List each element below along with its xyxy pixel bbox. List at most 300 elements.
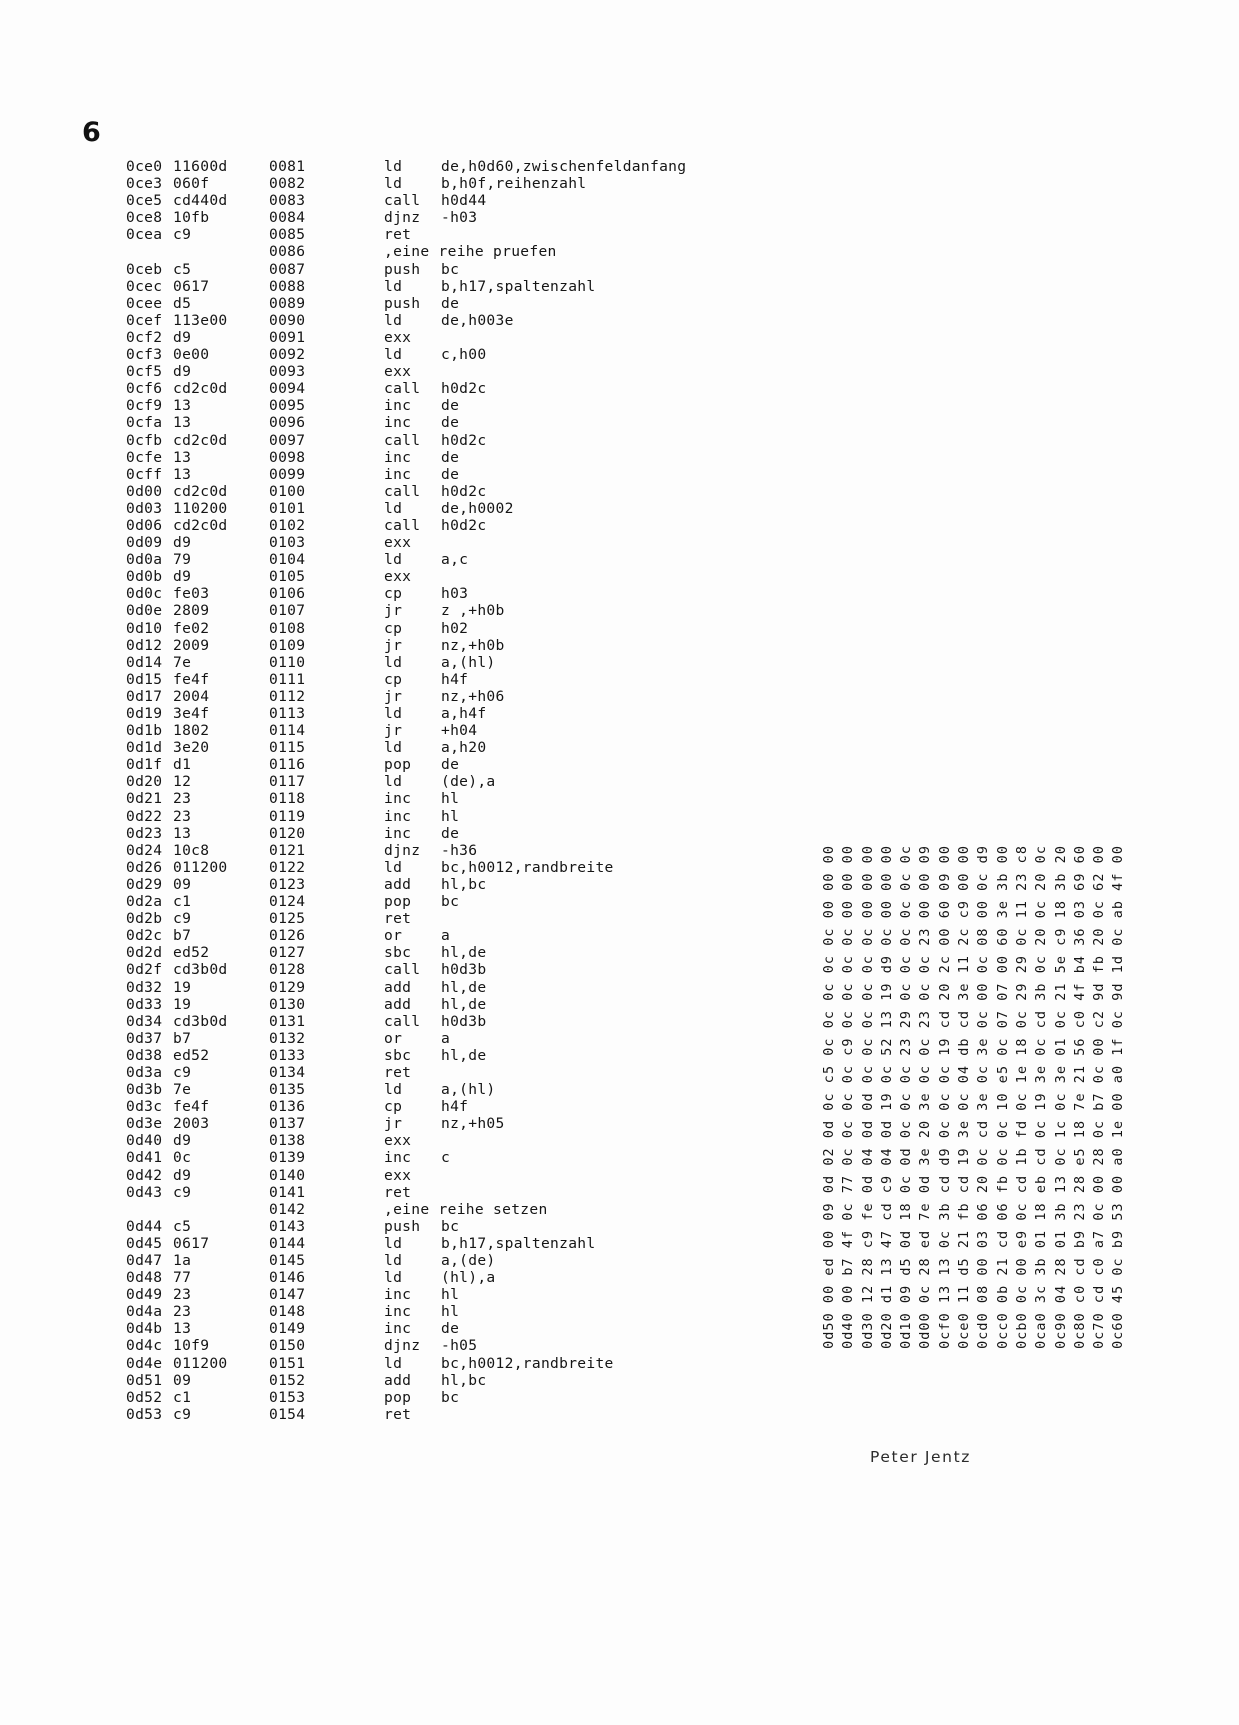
hexdump-line: 0d50 00 ed 00 09 0d 02 0d 0c c5 0c 0c 0c 0c 0c 00 00 00 — [822, 845, 837, 1349]
listing-row — [126, 1167, 766, 1184]
listing-bytes: fe4f — [173, 670, 210, 688]
listing-row — [126, 602, 766, 619]
listing-line-number: 0094 — [269, 380, 306, 398]
listing-mnemonic: pop — [384, 893, 412, 911]
listing-row — [126, 705, 766, 722]
listing-row — [126, 961, 766, 978]
listing-mnemonic: ld — [384, 705, 403, 722]
listing-line-number: 0112 — [269, 687, 306, 705]
listing-line-number: 0088 — [269, 277, 306, 295]
listing-row — [126, 1047, 766, 1064]
listing-mnemonic: pop — [384, 756, 412, 774]
listing-line-number: 0111 — [269, 670, 306, 688]
listing-mnemonic: djnz — [384, 209, 421, 227]
listing-bytes — [173, 1201, 269, 1218]
listing-line-number: 0108 — [269, 619, 306, 637]
listing-line-number: 0135 — [269, 1081, 306, 1099]
listing-line-number: 0086 — [269, 243, 306, 261]
listing-line-number: 0090 — [269, 311, 306, 329]
listing-row — [126, 466, 766, 483]
listing-operand: c,h00 — [441, 346, 487, 364]
listing-line-number: 0149 — [269, 1320, 306, 1338]
listing-address: 0d0a — [126, 551, 163, 569]
listing-address: 0d0b — [126, 568, 163, 586]
listing-line-number: 0093 — [269, 363, 306, 381]
listing-bytes: ed52 — [173, 944, 210, 962]
listing-row — [126, 1286, 766, 1303]
listing-bytes: 13 — [173, 448, 192, 466]
listing-bytes: 10fb — [173, 209, 210, 227]
listing-row — [126, 1372, 766, 1389]
listing-line-number: 0125 — [269, 910, 306, 928]
listing-address: 0d4e — [126, 1354, 163, 1372]
listing-line-number: 0133 — [269, 1046, 306, 1064]
listing-row — [126, 1149, 766, 1166]
listing-bytes: 7e — [173, 1081, 192, 1099]
listing-address: 0d1d — [126, 739, 163, 757]
listing-row — [126, 243, 766, 260]
listing-bytes: d9 — [173, 1166, 192, 1184]
listing-address: 0d09 — [126, 534, 163, 552]
listing-bytes: d9 — [173, 534, 192, 552]
listing-mnemonic: call — [384, 516, 421, 534]
listing-bytes: c9 — [173, 226, 192, 244]
listing-line-number: 0098 — [269, 448, 306, 466]
listing-address: 0d10 — [126, 619, 163, 637]
listing-bytes: 79 — [173, 551, 192, 569]
listing-operand: de — [441, 448, 460, 466]
listing-operand: de,h0002 — [441, 499, 514, 517]
listing-mnemonic: ld — [384, 175, 403, 193]
listing-line-number: 0118 — [269, 790, 306, 808]
listing-address: 0d40 — [126, 1132, 163, 1150]
listing-row — [126, 825, 766, 842]
listing-bytes: 3e20 — [173, 739, 210, 757]
listing-row — [126, 312, 766, 329]
listing-bytes: 0e00 — [173, 346, 210, 364]
listing-operand: de — [441, 756, 460, 774]
listing-address: 0d0e — [126, 602, 163, 620]
listing-operand: b,h17,spaltenzahl — [441, 1234, 596, 1252]
listing-bytes: d9 — [173, 568, 192, 586]
listing-bytes: 13 — [173, 824, 192, 842]
listing-address: 0d22 — [126, 807, 163, 825]
listing-row — [126, 1406, 766, 1423]
listing-mnemonic: or — [384, 1029, 403, 1047]
listing-line-number: 0083 — [269, 192, 306, 210]
listing-line-number: 0140 — [269, 1166, 306, 1184]
listing-bytes: 110200 — [173, 499, 228, 517]
listing-operand: h03 — [441, 585, 469, 603]
listing-row — [126, 1252, 766, 1269]
listing-bytes: 09 — [173, 1371, 192, 1389]
listing-row — [126, 551, 766, 568]
listing-address: 0cf6 — [126, 380, 163, 398]
listing-address: 0d47 — [126, 1252, 163, 1269]
listing-bytes: d9 — [173, 363, 192, 381]
listing-line-number: 0087 — [269, 260, 306, 278]
listing-mnemonic: inc — [384, 790, 412, 808]
listing-bytes: 09 — [173, 875, 192, 893]
listing-line-number: 0152 — [269, 1371, 306, 1389]
listing-mnemonic: ld — [384, 499, 403, 517]
listing-bytes: 060f — [173, 175, 210, 193]
listing-bytes: 13 — [173, 397, 192, 415]
hexdump-line: 0d40 00 b7 4f 0c 77 0c 0c 0c 0c c9 0c 0c 0c 0c 00 00 00 — [841, 845, 857, 1349]
listing-bytes: c9 — [173, 1063, 192, 1081]
listing-bytes: 3e4f — [173, 705, 210, 722]
listing-mnemonic: ld — [384, 739, 403, 757]
listing-row — [126, 278, 766, 295]
listing-bytes: 2003 — [173, 1115, 210, 1133]
listing-mnemonic: ld — [384, 653, 403, 671]
listing-mnemonic: ld — [384, 1252, 403, 1269]
page-number: 6 — [82, 117, 101, 148]
listing-bytes: 2009 — [173, 636, 210, 654]
listing-bytes: d1 — [173, 756, 192, 774]
listing-mnemonic: sbc — [384, 944, 412, 962]
listing-address: 0cff — [126, 465, 163, 483]
listing-address: 0d2c — [126, 927, 163, 945]
listing-bytes: 13 — [173, 414, 192, 432]
listing-operand — [441, 226, 766, 243]
listing-mnemonic: ret — [384, 1405, 412, 1423]
listing-mnemonic: sbc — [384, 1046, 412, 1064]
listing-address — [126, 1201, 173, 1218]
listing-line-number: 0084 — [269, 209, 306, 227]
listing-address: 0d03 — [126, 499, 163, 517]
listing-operand: h0d2c — [441, 380, 487, 398]
listing-bytes: d9 — [173, 1132, 192, 1150]
listing-line-number: 0117 — [269, 773, 306, 791]
listing-operand: de — [441, 414, 460, 432]
hexdump-line: 0d00 0c 28 ed 7e 0d 3e 20 3e 0c 0c 23 0c 0c 23 00 00 09 — [918, 845, 934, 1349]
listing-line-number: 0124 — [269, 893, 306, 911]
listing-row — [126, 893, 766, 910]
listing-mnemonic: ld — [384, 277, 403, 295]
listing-line-number: 0107 — [269, 602, 306, 620]
listing-comment: ,eine reihe setzen — [384, 1200, 548, 1218]
listing-row — [126, 534, 766, 551]
listing-bytes: 10c8 — [173, 841, 210, 859]
listing-line-number: 0136 — [269, 1098, 306, 1116]
listing-mnemonic: or — [384, 927, 403, 945]
listing-address: 0d29 — [126, 875, 163, 893]
listing-line-number: 0100 — [269, 482, 306, 500]
listing-line-number: 0137 — [269, 1115, 306, 1133]
listing-row — [126, 773, 766, 790]
listing-operand: hl,de — [441, 978, 487, 996]
listing-line-number: 0110 — [269, 653, 306, 671]
listing-line-number: 0148 — [269, 1303, 306, 1321]
listing-line-number: 0147 — [269, 1286, 306, 1304]
listing-address: 0cfb — [126, 431, 163, 449]
listing-address: 0d3b — [126, 1081, 163, 1099]
listing-row — [126, 739, 766, 756]
hexdump-line: 0cf0 13 13 0c 3b cd d9 0c 0c 0c 19 cd 20 2c 00 60 09 00 — [937, 845, 953, 1349]
listing-mnemonic: add — [384, 1371, 412, 1389]
listing-line-number: 0089 — [269, 294, 306, 312]
listing-bytes: ed52 — [173, 1046, 210, 1064]
listing-address: 0d2f — [126, 961, 163, 979]
listing-mnemonic: exx — [384, 568, 412, 586]
listing-bytes: b7 — [173, 1029, 192, 1047]
listing-mnemonic: ld — [384, 311, 403, 329]
listing-bytes: 23 — [173, 807, 192, 825]
listing-mnemonic: add — [384, 995, 412, 1013]
listing-bytes: cd440d — [173, 192, 228, 210]
listing-mnemonic: exx — [384, 363, 412, 381]
listing-mnemonic: jr — [384, 1115, 403, 1133]
listing-bytes: cd2c0d — [173, 380, 228, 398]
listing-line-number: 0113 — [269, 705, 306, 722]
listing-address: 0d33 — [126, 995, 163, 1013]
listing-bytes: 23 — [173, 1286, 192, 1304]
listing-row — [126, 517, 766, 534]
listing-line-number: 0142 — [269, 1200, 306, 1218]
listing-address: 0d4a — [126, 1303, 163, 1321]
listing-bytes: 10f9 — [173, 1337, 210, 1355]
listing-operand: hl — [441, 1303, 460, 1321]
listing-line-number: 0120 — [269, 824, 306, 842]
listing-bytes: 0c — [173, 1149, 192, 1167]
listing-bytes: c9 — [173, 1405, 192, 1423]
listing-row — [126, 1013, 766, 1030]
listing-operand: h0d3b — [441, 961, 487, 979]
listing-operand: a,(hl) — [441, 1081, 496, 1099]
listing-operand: de — [441, 294, 460, 312]
listing-line-number: 0131 — [269, 1012, 306, 1030]
listing-row — [126, 414, 766, 431]
listing-address: 0d53 — [126, 1405, 163, 1423]
listing-mnemonic: inc — [384, 448, 412, 466]
listing-operand: hl — [441, 790, 460, 808]
listing-address: 0d15 — [126, 670, 163, 688]
listing-mnemonic: push — [384, 260, 421, 278]
listing-bytes: fe03 — [173, 585, 210, 603]
listing-address: 0d2d — [126, 944, 163, 962]
listing-address: 0cfe — [126, 448, 163, 466]
listing-bytes: fe02 — [173, 619, 210, 637]
listing-line-number: 0123 — [269, 875, 306, 893]
listing-bytes: 7e — [173, 653, 192, 671]
listing-line-number: 0143 — [269, 1217, 306, 1235]
listing-row — [126, 944, 766, 961]
listing-address: 0d14 — [126, 653, 163, 671]
listing-operand: bc — [441, 1217, 460, 1235]
listing-mnemonic: inc — [384, 807, 412, 825]
listing-operand: h0d44 — [441, 192, 487, 210]
listing-line-number: 0129 — [269, 978, 306, 996]
listing-mnemonic: add — [384, 875, 412, 893]
listing-address: 0cea — [126, 226, 163, 244]
listing-row — [126, 620, 766, 637]
hexdump-line: 0d10 09 d5 0d 18 0c 0d 0c 0c 0c 23 29 0c 0c 0c 0c 0c 0c — [899, 845, 915, 1349]
listing-address: 0d32 — [126, 978, 163, 996]
listing-bytes: 0617 — [173, 277, 210, 295]
listing-address: 0d34 — [126, 1012, 163, 1030]
listing-operand: -h03 — [441, 209, 478, 227]
listing-address: 0d42 — [126, 1166, 163, 1184]
listing-line-number: 0141 — [269, 1183, 306, 1201]
listing-bytes: cd3b0d — [173, 1012, 228, 1030]
listing-bytes: d9 — [173, 328, 192, 346]
listing-address: 0d26 — [126, 858, 163, 876]
listing-operand: h0d2c — [441, 482, 487, 500]
listing-bytes: 13 — [173, 1320, 192, 1338]
hexdump-line: 0c90 04 28 01 3b 13 0c 1c 0c 3e 01 0c 21 5e c9 18 3b 20 — [1053, 845, 1069, 1349]
listing-bytes: 11600d — [173, 158, 228, 175]
listing-operand: hl,de — [441, 1046, 487, 1064]
listing-row — [126, 1269, 766, 1286]
listing-row — [126, 1064, 766, 1081]
listing-row — [126, 671, 766, 688]
hexdump-line: 0d20 d1 13 47 cd c9 04 0d 19 0c 52 13 19 d9 0c 00 00 00 — [879, 845, 895, 1349]
listing-row — [126, 979, 766, 996]
listing-operand — [441, 1184, 766, 1201]
listing-operand: bc — [441, 260, 460, 278]
listing-row — [126, 722, 766, 739]
listing-mnemonic: cp — [384, 585, 403, 603]
listing-bytes: 2004 — [173, 687, 210, 705]
listing-bytes: b7 — [173, 927, 192, 945]
listing-line-number: 0097 — [269, 431, 306, 449]
listing-address: 0ce3 — [126, 175, 163, 193]
listing-operand — [441, 534, 766, 551]
listing-bytes: 19 — [173, 978, 192, 996]
listing-row — [126, 1235, 766, 1252]
listing-line-number: 0092 — [269, 346, 306, 364]
listing-address: 0cf9 — [126, 397, 163, 415]
listing-bytes: c9 — [173, 1183, 192, 1201]
listing-operand: (de),a — [441, 773, 496, 791]
listing-row — [126, 175, 766, 192]
listing-address: 0d21 — [126, 790, 163, 808]
listing-bytes: 13 — [173, 465, 192, 483]
assembly-listing — [126, 158, 766, 1423]
listing-address: 0d1b — [126, 722, 163, 740]
listing-bytes: cd2c0d — [173, 431, 228, 449]
listing-operand: b,h0f,reihenzahl — [441, 175, 587, 193]
listing-address: 0ce0 — [126, 158, 163, 175]
listing-row — [126, 1218, 766, 1235]
listing-address: 0d43 — [126, 1183, 163, 1201]
listing-bytes: 011200 — [173, 858, 228, 876]
listing-row — [126, 1303, 766, 1320]
listing-row — [126, 397, 766, 414]
listing-operand — [441, 910, 766, 927]
listing-bytes: cd2c0d — [173, 482, 228, 500]
listing-mnemonic: call — [384, 1012, 421, 1030]
listing-mnemonic: inc — [384, 824, 412, 842]
listing-mnemonic: inc — [384, 1149, 412, 1167]
listing-address: 0ce5 — [126, 192, 163, 210]
listing-bytes: c5 — [173, 1217, 192, 1235]
listing-row — [126, 637, 766, 654]
listing-operand: hl,de — [441, 995, 487, 1013]
listing-bytes: 23 — [173, 1303, 192, 1321]
listing-row — [126, 654, 766, 671]
listing-bytes: c5 — [173, 260, 192, 278]
listing-address: 0cf5 — [126, 363, 163, 381]
listing-line-number: 0119 — [269, 807, 306, 825]
listing-operand — [441, 1167, 766, 1184]
listing-bytes: fe4f — [173, 1098, 210, 1116]
listing-address: 0d52 — [126, 1388, 163, 1406]
listing-operand: +h04 — [441, 722, 478, 740]
listing-row — [126, 927, 766, 944]
listing-row — [126, 380, 766, 397]
listing-line-number: 0127 — [269, 944, 306, 962]
listing-mnemonic: exx — [384, 534, 412, 552]
listing-operand: de — [441, 465, 460, 483]
listing-row — [126, 1355, 766, 1372]
listing-line-number: 0109 — [269, 636, 306, 654]
listing-line-number: 0115 — [269, 739, 306, 757]
listing-mnemonic: cp — [384, 670, 403, 688]
listing-mnemonic: inc — [384, 1320, 412, 1338]
hexdump-line: 0c60 45 0c b9 53 00 a0 1e 00 a0 1f 0c 9d 1d 0c ab 4f 00 — [1111, 845, 1127, 1349]
listing-operand: bc,h0012,randbreite — [441, 1354, 614, 1372]
listing-operand — [441, 568, 766, 585]
listing-bytes: c1 — [173, 893, 192, 911]
listing-mnemonic: exx — [384, 1132, 412, 1150]
listing-line-number: 0103 — [269, 534, 306, 552]
hexdump-block — [820, 845, 1129, 1349]
listing-address: 0d48 — [126, 1269, 163, 1287]
listing-row — [126, 808, 766, 825]
listing-row — [126, 910, 766, 927]
listing-address: 0cf2 — [126, 328, 163, 346]
listing-row — [126, 996, 766, 1013]
listing-mnemonic: djnz — [384, 841, 421, 859]
listing-address: 0d06 — [126, 516, 163, 534]
listing-operand: (hl),a — [441, 1269, 496, 1287]
listing-mnemonic: exx — [384, 1166, 412, 1184]
listing-operand: a,(de) — [441, 1252, 496, 1269]
hexdump-line: 0c80 c0 cd b9 23 28 e5 18 7e 21 56 c0 4f b4 36 03 69 60 — [1072, 845, 1088, 1349]
listing-operand: hl,de — [441, 944, 487, 962]
listing-row — [126, 688, 766, 705]
listing-row — [126, 483, 766, 500]
listing-address: 0d3a — [126, 1063, 163, 1081]
listing-row — [126, 790, 766, 807]
listing-bytes: cd2c0d — [173, 516, 228, 534]
listing-mnemonic: djnz — [384, 1337, 421, 1355]
listing-operand: c — [441, 1149, 451, 1167]
listing-operand: bc — [441, 1388, 460, 1406]
listing-line-number: 0096 — [269, 414, 306, 432]
listing-bytes: d5 — [173, 294, 192, 312]
listing-address: 0cf3 — [126, 346, 163, 364]
listing-comment: ,eine reihe pruefen — [384, 243, 557, 261]
listing-row — [126, 1201, 766, 1218]
listing-mnemonic: ret — [384, 226, 412, 244]
listing-operand: b,h17,spaltenzahl — [441, 277, 596, 295]
listing-mnemonic: push — [384, 294, 421, 312]
listing-line-number: 0138 — [269, 1132, 306, 1150]
hexdump-line: 0c70 cd c0 a7 0c 00 28 0c b7 0c 00 c2 9d fb 20 0c 62 00 — [1092, 845, 1108, 1349]
listing-row — [126, 432, 766, 449]
hexdump-line: 0cc0 0b 21 cd 06 fb 0c 0c 10 e5 0c 07 07 00 60 3e 3b 00 — [995, 845, 1011, 1349]
listing-bytes: 77 — [173, 1269, 192, 1287]
listing-bytes: 12 — [173, 773, 192, 791]
listing-mnemonic: call — [384, 380, 421, 398]
listing-mnemonic: add — [384, 978, 412, 996]
listing-bytes: c1 — [173, 1388, 192, 1406]
listing-operand: -h05 — [441, 1337, 478, 1355]
listing-row — [126, 859, 766, 876]
